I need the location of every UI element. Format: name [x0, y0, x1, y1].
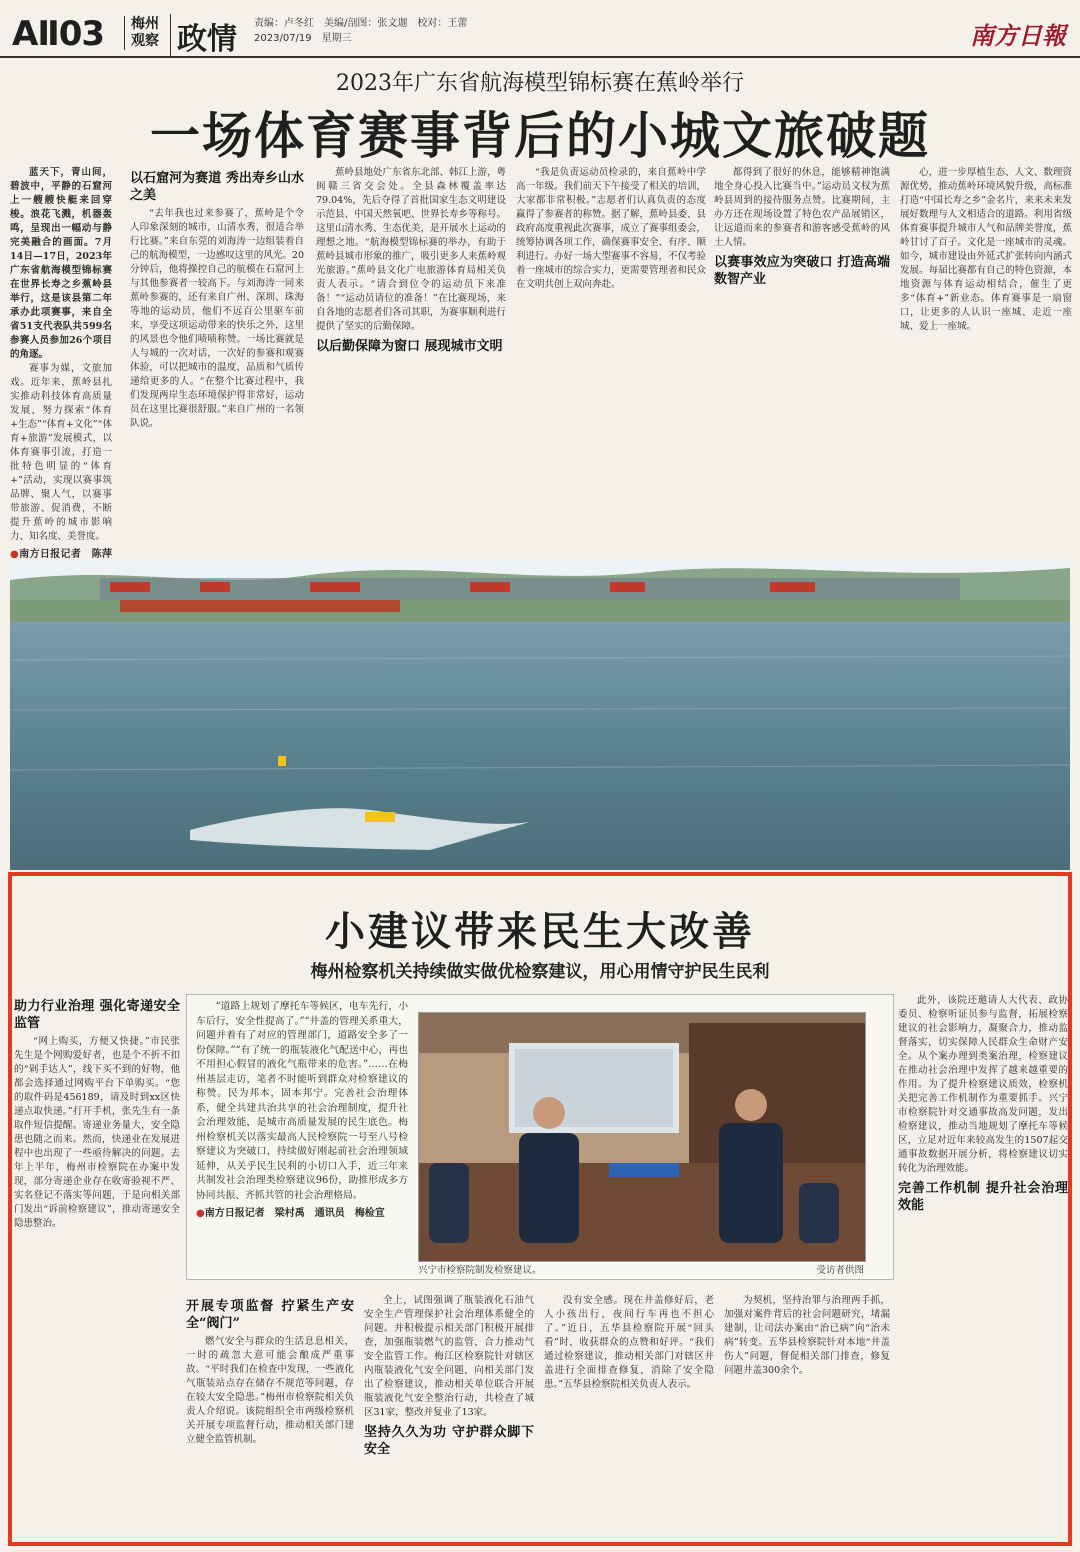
story2-text-2: 燃气安全与群众的生活息息相关，一时的疏忽大意可能会酿成严重事故。“平时我们在检查中发现，一些液化气瓶装站点存在储存不规范等问题，存在较大安全隐患。”梅州市检察院相关负责人介绍说。该院组织全市两级检察机关开展专项监督行动，推动相关部门建立健全监管机制。	[186, 1336, 354, 1445]
section-label	[124, 16, 159, 50]
story1-lead-2: 赛事为媒，文旅加戏。近年来，蕉岭县扎实推动科技体育高质量发展，努力探索“体育+生态”“体育+文化”“体育+旅游”发展模式，以体育赛事引流，打造一批特色明显的“体育+”活动，实现以赛事筑品牌、聚人气，以赛事带旅游、促消费，不断提升蕉岭的城市影响力、知名度、美誉度。	[10, 363, 112, 542]
section-line-2: 观察	[131, 33, 159, 49]
story2-subhead-1: 助力行业治理 强化寄递安全监管	[14, 999, 180, 1031]
section-title: 政情	[170, 14, 237, 58]
story1-column-4	[516, 166, 706, 556]
story2-text-4: 没有安全感。现在井盖修好后，老人小孩出行，夜间行车再也不担心了。”近日，五华县检察院开展“回头看”时，收获群众的点赞和好评。“我们通过检察建议，推动相关部门对辖区井盖进行全面排查修复，消除了安全隐患。”五华县检察院相关负责人表示。	[544, 1295, 714, 1390]
story2-text-5: 为契机，坚持治罪与治理两手抓，加强对案件背后的社会问题研究，堵漏建制，让司法办案由“治已病”向“治未病”转变。五华县检察院针对本地“井盖伤人”问题，督促相关部门排查，修复问题井盖300余个。	[724, 1295, 890, 1376]
story1-subhead-3: 以赛事效应为突破口 打造高端数智产业	[714, 255, 890, 287]
story1-text-5: 都得到了很好的休息，能够精神饱满地全身心投入比赛当中。”运动员文权为蕉岭县周到的接待服务点赞。比赛期间，主办方还在现场设置了特色农产品展销区，让远道而来的参赛者和游客感受蕉岭的风土人情。	[714, 167, 890, 248]
story2-subhead-3: 坚持久久为功 守护群众脚下安全	[364, 1425, 534, 1457]
story1-text-3: 蕉岭县地处广东省东北部、韩江上游，粤闽赣三省交会处。全县森林覆盖率达79.04%，先后夺得了首批国家生态文明建设示范县、中国天然氧吧、世界长寿乡等称号。这里山清水秀、生态优美，是开展水上运动的理想之地。“航海模型锦标赛的举办，有助于蕉岭县城市形象的推广，吸引更多人来蕉岭观光旅游。”蕉岭县文化广电旅游体育局相关负责人表示。“请合到位令的运动员下来准备！”“运动员请位的准备！”在比赛现场，来自各地的志愿者们各司其职，为赛事顺利进行提供了坚实的后勤保障。	[316, 167, 507, 332]
story2-text-3: 全上，试图强调了瓶装液化石油气安全生产管理保护社会治理体系健全的问题。并积极提示相关部门积极开展排查，加强瓶装燃气的监管，合力推动气安全监管工作。梅江区检察院针对辖区内瓶装液化气安全问题，向相关部门发出了检察建议，推动相关单位联合开展瓶装液化气安全整治行动，共检查了城区31家，整改并复业了13家。	[364, 1295, 534, 1418]
story2-column-3	[364, 1294, 534, 1542]
story2-column-4	[544, 1294, 714, 1542]
newspaper-logo: 南方日報	[970, 21, 1066, 50]
story1-photo-boat-race	[10, 560, 1070, 870]
story2-column-2	[186, 1294, 354, 1542]
story2-column-1	[14, 994, 180, 1542]
story1-text-6: 心，进一步厚植生态、人文、数理资源优势，推动蕉岭环境风貌升级，高标准打造“中国长寿之乡”金名片，来来未来发展好数理与人文相适合的道路。利用省级体育赛事提升城市人气和品牌美誉度，蕉岭甘讨了百子。文化是一座城市的灵魂。如今，城市建设由外延式扩张转向内涵式发展。每届比赛都有自己的特色资源，本地资源与体育运动相结合，催生了更多“体育+”新业态。体育赛事是一扇窗口，让更多的人认识一座城、走近一座城、爱上一座城。	[900, 167, 1072, 332]
story1-byline: ●南方日报记者 陈萍	[10, 548, 112, 576]
story2-photo-caption: 兴宁市检察院制发检察建议。	[418, 1265, 542, 1276]
story2-headline: 小建议带来民生大改善	[325, 908, 755, 955]
page-header	[0, 0, 1080, 58]
story1-kicker: 2023年广东省航海模型锦标赛在蕉岭举行	[336, 71, 744, 96]
story2-column-6	[898, 994, 1068, 1542]
story1-column-3	[316, 166, 506, 556]
date-line: 2023/07/19 星期三	[254, 33, 352, 44]
river-scene-graphic	[10, 560, 1070, 870]
story2-text-6: 此外，该院还邀请人大代表、政协委员、检察听证员参与监督，拓展检察建议的社会影响力，凝聚合力，推动监督落实，切实保障人民群众生命财产安全。从个案办理到类案治理，检察建议在推动社会治理中发挥了越来越重要的作用。为了提升检察建议质效，检察机关把完善工作机制作为重要抓手。兴宁市检察院针对交通事故高发问题，发出检察建议，推动当地规划了摩托车等候区，立足对近年来较高发生的1507起交通事故数据开展分析，将检察建议切实转化为治理效能。	[898, 995, 1068, 1174]
meeting-scene-graphic	[419, 1013, 865, 1261]
story2-subhead-2: 开展专项监督 拧紧生产安全“阀门”	[186, 1299, 354, 1331]
story2-column-5	[724, 1294, 890, 1542]
story2-intro	[196, 1000, 408, 1270]
story2-intro-text: “道路上规划了摩托车等候区，电车先行，小车后行，安全性提高了。”“井盖的管理关系重大，问题并着有了对应的管理部门，道路安全多了一份保障。”“有了统一的瓶装液化气配送中心，再也不用担心假冒的液化气瓶带来的危害。”……在梅州基层走访，笔者不时能听到群众对检察建议的称赞。民为邦本，固本邦宁。完善社会治理体系，健全共建共治共享的社会治理制度，提升社会治理效能，是城市高质量发展的民生底色。梅州检察机关以落实最高人民检察院一号至八号检察建议为突破口，持续做好刚起前社会治理领域延伸，从关乎民生民利的小切口入手，近三年来共制发社会治理类检察建议96份，助推形成多方协同共振、齐抓共管的社会治理格局。	[196, 1001, 408, 1201]
editor-meta	[254, 16, 467, 46]
story1-column-5	[714, 166, 890, 556]
story1-subhead-1: 以石窟河为赛道 秀出寿乡山水之美	[130, 171, 304, 203]
story1-column-6	[900, 166, 1072, 556]
story2-photo-credit: 受访者供图	[816, 1265, 864, 1276]
story2-reporter: 南方日报记者 梁村禹 通讯员 梅检宣	[204, 1208, 385, 1219]
story1-column-2	[130, 166, 304, 556]
story1-lead-column	[10, 166, 112, 560]
story1-lead: 蓝天下，青山间，碧波中，平静的石窟河上一艘艘快艇来回穿梭。浪花飞溅，机器轰鸣，呈现出一幅动与静完美融合的画面。7月14日—17日，2023年广东省航海模型锦标赛在世界长寿之乡蕉岭县举行，这是该县第二年承办此项赛事，来自全省51支代表队共599名参赛人员参加26个项目的角逐。	[10, 167, 112, 360]
editor-line: 责编：卢冬红 美编/剖图：张文迦 校对：王蕾	[254, 18, 468, 29]
story2-photo-meeting	[418, 1012, 866, 1262]
section-line-1: 梅州	[131, 16, 159, 32]
story1-reporter: 南方日报记者 陈萍	[19, 549, 112, 560]
story2-text-1: “网上购买，方便又快捷。”市民张先生是个网购爱好者，也是个不折不扣的“剁手达人”，线下买不到的好物，他都会选择通过网购平台下单购买。“您的取件码是456189，请及时到xx区快递点取快递。”打开手机，张先生有一条取件短信提醒。寄递业务量大，安全隐患也随之而来。然而，快递业在发展进程中也出现了一些亟待解决的问题。去年上半年，梅州市检察院在办案中发现，部分寄递企业存在收寄验视不严、实名登记不落实等问题，于是向相关部门发出“诉前检察建议”，推动寄递安全隐患整治。	[14, 1036, 180, 1229]
page-number: AⅡ03	[12, 14, 105, 54]
story1-text-2: “去年我也过来参赛了，蕉岭是个令人印象深刻的城市，山清水秀，很适合举行比赛。”来自东莞的刘海涛一边组装着自己的航海模型，一边感叹这里的风光。20分钟后，他将操控自己的航模在石窟河上与其他参赛者一较高下。与刘海涛一同来蕉岭参赛的，还有来自广州、深圳、珠海等地的运动员，他们不远百公里驱车前来，享受这项运动带来的快乐之外，这里的风景也令他们啧啧称赞。一场比赛就是人与城的一次对话，一次好的参赛和观赛体验，可以把城市的温度、品质和气质传递给更多的人。“在整个比赛过程中，我们发现两岸生态环境保护得非常好，运动员在这里比赛很舒服。”来自广州的一名领队说。	[130, 208, 304, 429]
story1-text-4: “我是负责运动员检录的，来自蕉岭中学高一年级。我们前天下午接受了相关的培训，大家都非常积极。”志愿者们认真负责的态度赢得了参赛者的称赞。据了解，蕉岭县委、县政府高度重视此次赛事，成立了赛事组委会，统筹协调各项工作，确保赛事安全、有序、顺利进行。办好一场大型赛事不容易，不仅考验着一座城市的综合实力，更需要管理者和民众在文明共创上双向奔赴。	[516, 167, 707, 290]
story2-deck: 梅州检察机关持续做实做优检察建议，用心用情守护民生民利	[310, 962, 770, 982]
story2-photo-credit-row	[418, 1262, 864, 1276]
story2-byline: ●南方日报记者 梁村禹 通讯员 梅检宣	[196, 1208, 385, 1219]
story1-subhead-2: 以后勤保障为窗口 展现城市文明	[316, 339, 503, 354]
story2-subhead-4: 完善工作机制 提升社会治理效能	[898, 1181, 1068, 1213]
story1-headline: 一场体育赛事背后的小城文旅破题	[150, 106, 930, 165]
